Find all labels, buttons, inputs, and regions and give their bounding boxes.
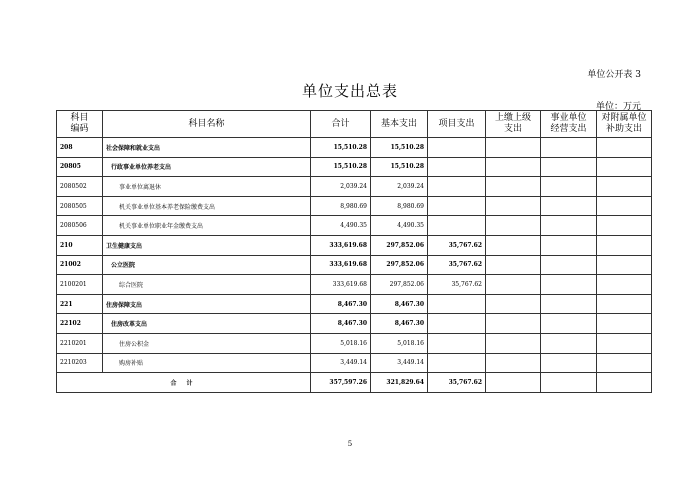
table-row (57, 294, 652, 314)
cell-name: 事业单位离退休 (103, 177, 311, 197)
cell-business (541, 314, 597, 334)
cell-code: 221 (57, 294, 103, 314)
header-name: 科目名称 (103, 111, 311, 138)
cell-basic: 297,852.06 (371, 235, 428, 255)
cell-project: 35,767.62 (428, 255, 486, 275)
cell-upper (486, 353, 541, 373)
cell-subsidy (597, 373, 652, 393)
cell-code: 20805 (57, 157, 103, 177)
cell-total: 8,980.69 (311, 196, 371, 216)
table-row (57, 177, 652, 197)
table-row (57, 216, 652, 236)
cell-project (428, 157, 486, 177)
cell-upper (486, 177, 541, 197)
unit-label: 单位：万元 (595, 102, 641, 112)
header-subsidy: 对附属单位 补助支出 (597, 111, 652, 138)
table-row (57, 235, 652, 255)
cell-upper (486, 333, 541, 353)
cell-subsidy (597, 157, 652, 177)
cell-name: 住房改革支出 (103, 314, 311, 334)
page-number: 5 (347, 440, 353, 448)
cell-total: 5,018.16 (311, 333, 371, 353)
cell-name: 社会保障和就业支出 (103, 138, 311, 158)
cell-total: 4,490.35 (311, 216, 371, 236)
header-upper: 上缴上级 支出 (486, 111, 541, 138)
cell-total: 357,597.26 (311, 373, 371, 393)
cell-basic: 2,039.24 (371, 177, 428, 197)
cell-total: 8,467.30 (311, 294, 371, 314)
total-label: 合 计 (57, 373, 311, 393)
cell-total: 333,619.68 (311, 275, 371, 295)
cell-basic: 5,018.16 (371, 333, 428, 353)
cell-business (541, 157, 597, 177)
cell-subsidy (597, 235, 652, 255)
cell-subsidy (597, 138, 652, 158)
cell-upper (486, 216, 541, 236)
cell-subsidy (597, 177, 652, 197)
cell-business (541, 196, 597, 216)
cell-name: 综合医院 (103, 275, 311, 295)
cell-project (428, 196, 486, 216)
cell-name: 机关事业单位职业年金缴费支出 (103, 216, 311, 236)
cell-project (428, 294, 486, 314)
expenditure-table (56, 110, 652, 393)
cell-project (428, 138, 486, 158)
cell-code: 208 (57, 138, 103, 158)
cell-project: 35,767.62 (428, 275, 486, 295)
cell-name: 住房保障支出 (103, 294, 311, 314)
cell-basic: 8,980.69 (371, 196, 428, 216)
page-label: 单位公开表 3 (587, 70, 641, 80)
cell-total: 8,467.30 (311, 314, 371, 334)
cell-subsidy (597, 196, 652, 216)
cell-total: 333,619.68 (311, 235, 371, 255)
page-title: 单位支出总表 (301, 82, 398, 100)
cell-subsidy (597, 294, 652, 314)
cell-basic: 15,510.28 (371, 157, 428, 177)
cell-name: 机关事业单位基本养老保险缴费支出 (103, 196, 311, 216)
cell-basic: 8,467.30 (371, 294, 428, 314)
cell-upper (486, 138, 541, 158)
table-row (57, 275, 652, 295)
cell-subsidy (597, 353, 652, 373)
cell-total: 15,510.28 (311, 138, 371, 158)
cell-business (541, 235, 597, 255)
cell-upper (486, 255, 541, 275)
cell-code: 2080502 (57, 177, 103, 197)
cell-project (428, 177, 486, 197)
cell-total: 15,510.28 (311, 157, 371, 177)
header-business: 事业单位 经营支出 (541, 111, 597, 138)
table-row (57, 353, 652, 373)
cell-project (428, 314, 486, 334)
cell-name: 住房公积金 (103, 333, 311, 353)
cell-business (541, 177, 597, 197)
cell-business (541, 216, 597, 236)
cell-upper (486, 235, 541, 255)
table-row (57, 138, 652, 158)
total-row (57, 373, 652, 393)
cell-code: 2100201 (57, 275, 103, 295)
table-row (57, 196, 652, 216)
header-project: 项目支出 (428, 111, 486, 138)
cell-name: 公立医院 (103, 255, 311, 275)
cell-business (541, 353, 597, 373)
table-header-row (57, 111, 652, 138)
cell-code: 21002 (57, 255, 103, 275)
cell-business (541, 373, 597, 393)
cell-upper (486, 275, 541, 295)
table-row (57, 157, 652, 177)
cell-total: 3,449.14 (311, 353, 371, 373)
cell-upper (486, 373, 541, 393)
cell-business (541, 255, 597, 275)
table-row (57, 333, 652, 353)
cell-code: 2210201 (57, 333, 103, 353)
cell-project (428, 353, 486, 373)
cell-subsidy (597, 255, 652, 275)
cell-business (541, 275, 597, 295)
cell-upper (486, 196, 541, 216)
cell-business (541, 333, 597, 353)
cell-total: 2,039.24 (311, 177, 371, 197)
cell-basic: 8,467.30 (371, 314, 428, 334)
cell-code: 2080505 (57, 196, 103, 216)
cell-code: 210 (57, 235, 103, 255)
cell-name: 行政事业单位养老支出 (103, 157, 311, 177)
cell-project: 35,767.62 (428, 373, 486, 393)
header-basic: 基本支出 (371, 111, 428, 138)
cell-upper (486, 294, 541, 314)
cell-project (428, 333, 486, 353)
cell-upper (486, 157, 541, 177)
cell-name: 购房补贴 (103, 353, 311, 373)
cell-upper (486, 314, 541, 334)
cell-basic: 321,829.64 (371, 373, 428, 393)
cell-business (541, 294, 597, 314)
cell-total: 333,619.68 (311, 255, 371, 275)
cell-basic: 297,852.06 (371, 255, 428, 275)
cell-subsidy (597, 216, 652, 236)
cell-project: 35,767.62 (428, 235, 486, 255)
cell-code: 2210203 (57, 353, 103, 373)
cell-subsidy (597, 333, 652, 353)
header-code: 科目 编码 (57, 111, 103, 138)
cell-basic: 3,449.14 (371, 353, 428, 373)
cell-code: 22102 (57, 314, 103, 334)
table-row (57, 255, 652, 275)
cell-subsidy (597, 275, 652, 295)
table-row (57, 314, 652, 334)
cell-business (541, 138, 597, 158)
cell-code: 2080506 (57, 216, 103, 236)
cell-subsidy (597, 314, 652, 334)
cell-basic: 15,510.28 (371, 138, 428, 158)
cell-basic: 297,852.06 (371, 275, 428, 295)
cell-project (428, 216, 486, 236)
cell-basic: 4,490.35 (371, 216, 428, 236)
cell-name: 卫生健康支出 (103, 235, 311, 255)
header-total: 合计 (311, 111, 371, 138)
